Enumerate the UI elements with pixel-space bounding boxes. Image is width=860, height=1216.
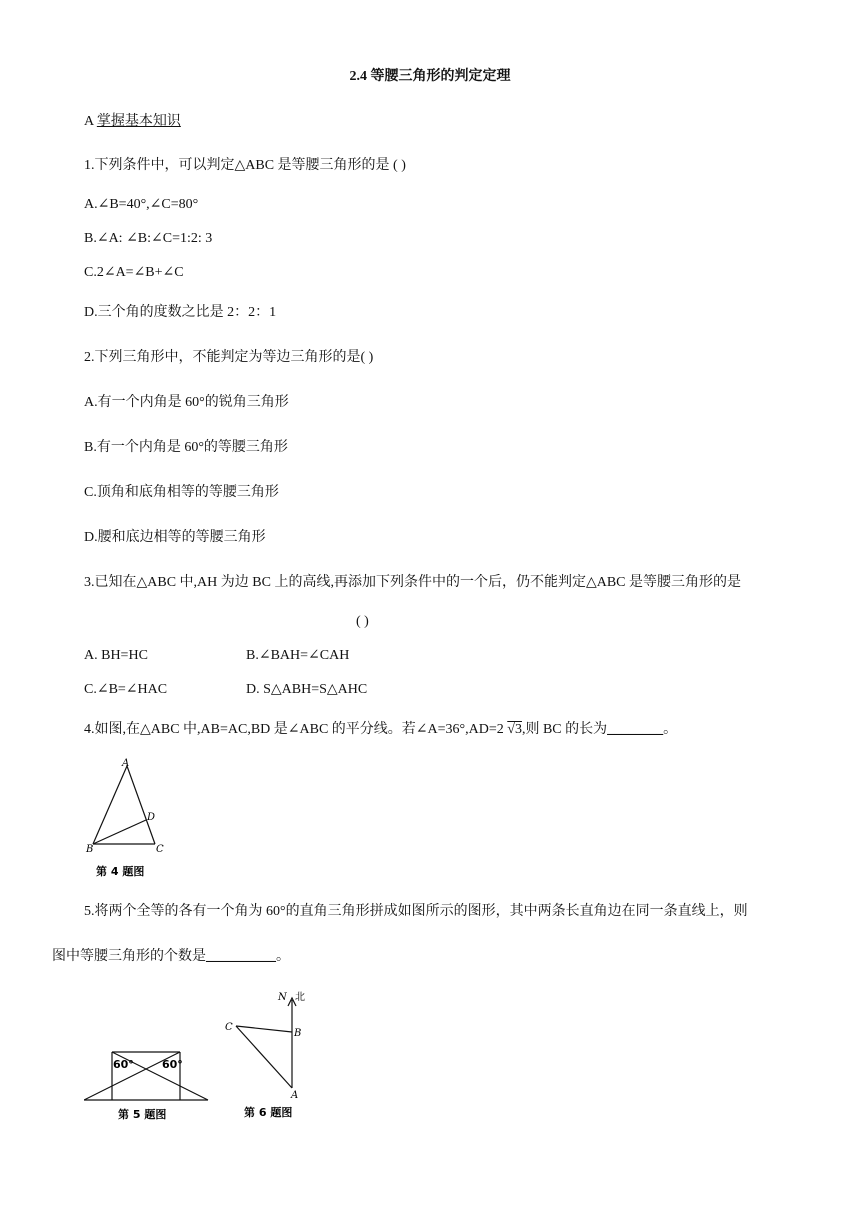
q3-option-a: A. BH=HC bbox=[84, 648, 148, 663]
label-a: A bbox=[291, 1090, 299, 1101]
angle-label-right: 60° bbox=[162, 1058, 183, 1071]
q4-stem-a: 4.如图,在△ABC 中,AB=AC,BD 是∠ABC 的平分线。若∠A=36°,AD=2 bbox=[84, 722, 508, 737]
segment-ac bbox=[127, 766, 155, 844]
figure-5 bbox=[84, 1040, 214, 1122]
q3-option-c: C.∠B=∠HAC bbox=[84, 682, 168, 697]
figure-6-caption: 第 6 题图 bbox=[244, 1106, 293, 1119]
section-heading bbox=[84, 113, 181, 131]
q2-option-c: C.顶角和底角相等的等腰三角形 bbox=[84, 485, 279, 500]
q3-answer-paren: ( ) bbox=[356, 614, 369, 629]
q2-stem: 2.下列三角形中，不能判定为等边三角形的是( ) bbox=[84, 350, 374, 365]
q3-option-b: B.∠BAH=∠CAH bbox=[246, 648, 350, 663]
q1-option-a: A.∠B=40°,∠C=80° bbox=[84, 197, 199, 212]
figure-4 bbox=[84, 756, 174, 880]
segment-cb bbox=[236, 1026, 292, 1032]
q5-line-2-text: 图中等腰三角形的个数是 bbox=[52, 949, 206, 964]
q3-stem: 3.已知在△ABC 中,AH 为边 BC 上的高线,再添加下列条件中的一个后，仍不能判定△ABC 是等腰三角形的是 bbox=[84, 575, 741, 590]
figure-5-caption: 第 5 题图 bbox=[118, 1108, 167, 1121]
q5-end: 。 bbox=[276, 949, 290, 964]
q1-option-d: D.三个角的度数之比是 2：2：1 bbox=[84, 305, 277, 320]
segment-ca bbox=[236, 1026, 292, 1088]
page-title: 2.4 等腰三角形的判定定理 bbox=[349, 69, 511, 84]
segment-bd bbox=[93, 820, 146, 844]
q2-option-b: B.有一个内角是 60°的等腰三角形 bbox=[84, 440, 288, 455]
q4-sqrt: √3 bbox=[507, 722, 522, 737]
q5-line-2 bbox=[52, 948, 290, 966]
q4-blank: ________ bbox=[607, 722, 664, 737]
q4-stem bbox=[84, 721, 677, 739]
label-b: B bbox=[86, 844, 94, 855]
q1-option-b: B.∠A: ∠B:∠C=1:2: 3 bbox=[84, 231, 213, 246]
label-north: 北 bbox=[295, 992, 305, 1003]
label-b: B bbox=[294, 1028, 302, 1039]
figure-4-caption: 第 4 题图 bbox=[96, 865, 145, 878]
q4-stem-b: ,则 BC 的长为 bbox=[521, 722, 608, 737]
label-c: C bbox=[156, 844, 164, 855]
label-d: D bbox=[147, 812, 156, 823]
angle-label-left: 60° bbox=[113, 1058, 134, 1071]
q5-line-1: 5.将两个全等的各有一个角为 60°的直角三角形拼成如图所示的图形，其中两条长直角边在同一条直线上，则 bbox=[84, 904, 748, 919]
q1-stem: 1.下列条件中，可以判定△ABC 是等腰三角形的是 ( ) bbox=[84, 158, 406, 173]
q1-option-c: C.2∠A=∠B+∠C bbox=[84, 265, 184, 280]
label-n: N bbox=[278, 992, 287, 1003]
figure-6 bbox=[222, 986, 322, 1122]
q4-end: 。 bbox=[663, 722, 678, 737]
section-label: 掌握基本知识 bbox=[96, 114, 181, 129]
section-prefix: A bbox=[84, 114, 97, 129]
q3-option-d: D. S△ABH=S△AHC bbox=[246, 682, 368, 697]
q2-option-d: D.腰和底边相等的等腰三角形 bbox=[84, 530, 266, 545]
label-c: C bbox=[225, 1022, 233, 1033]
q5-blank: __________ bbox=[206, 949, 276, 964]
q2-option-a: A.有一个内角是 60°的锐角三角形 bbox=[84, 395, 289, 410]
label-a: A bbox=[122, 758, 130, 769]
segment-ab bbox=[93, 766, 127, 844]
